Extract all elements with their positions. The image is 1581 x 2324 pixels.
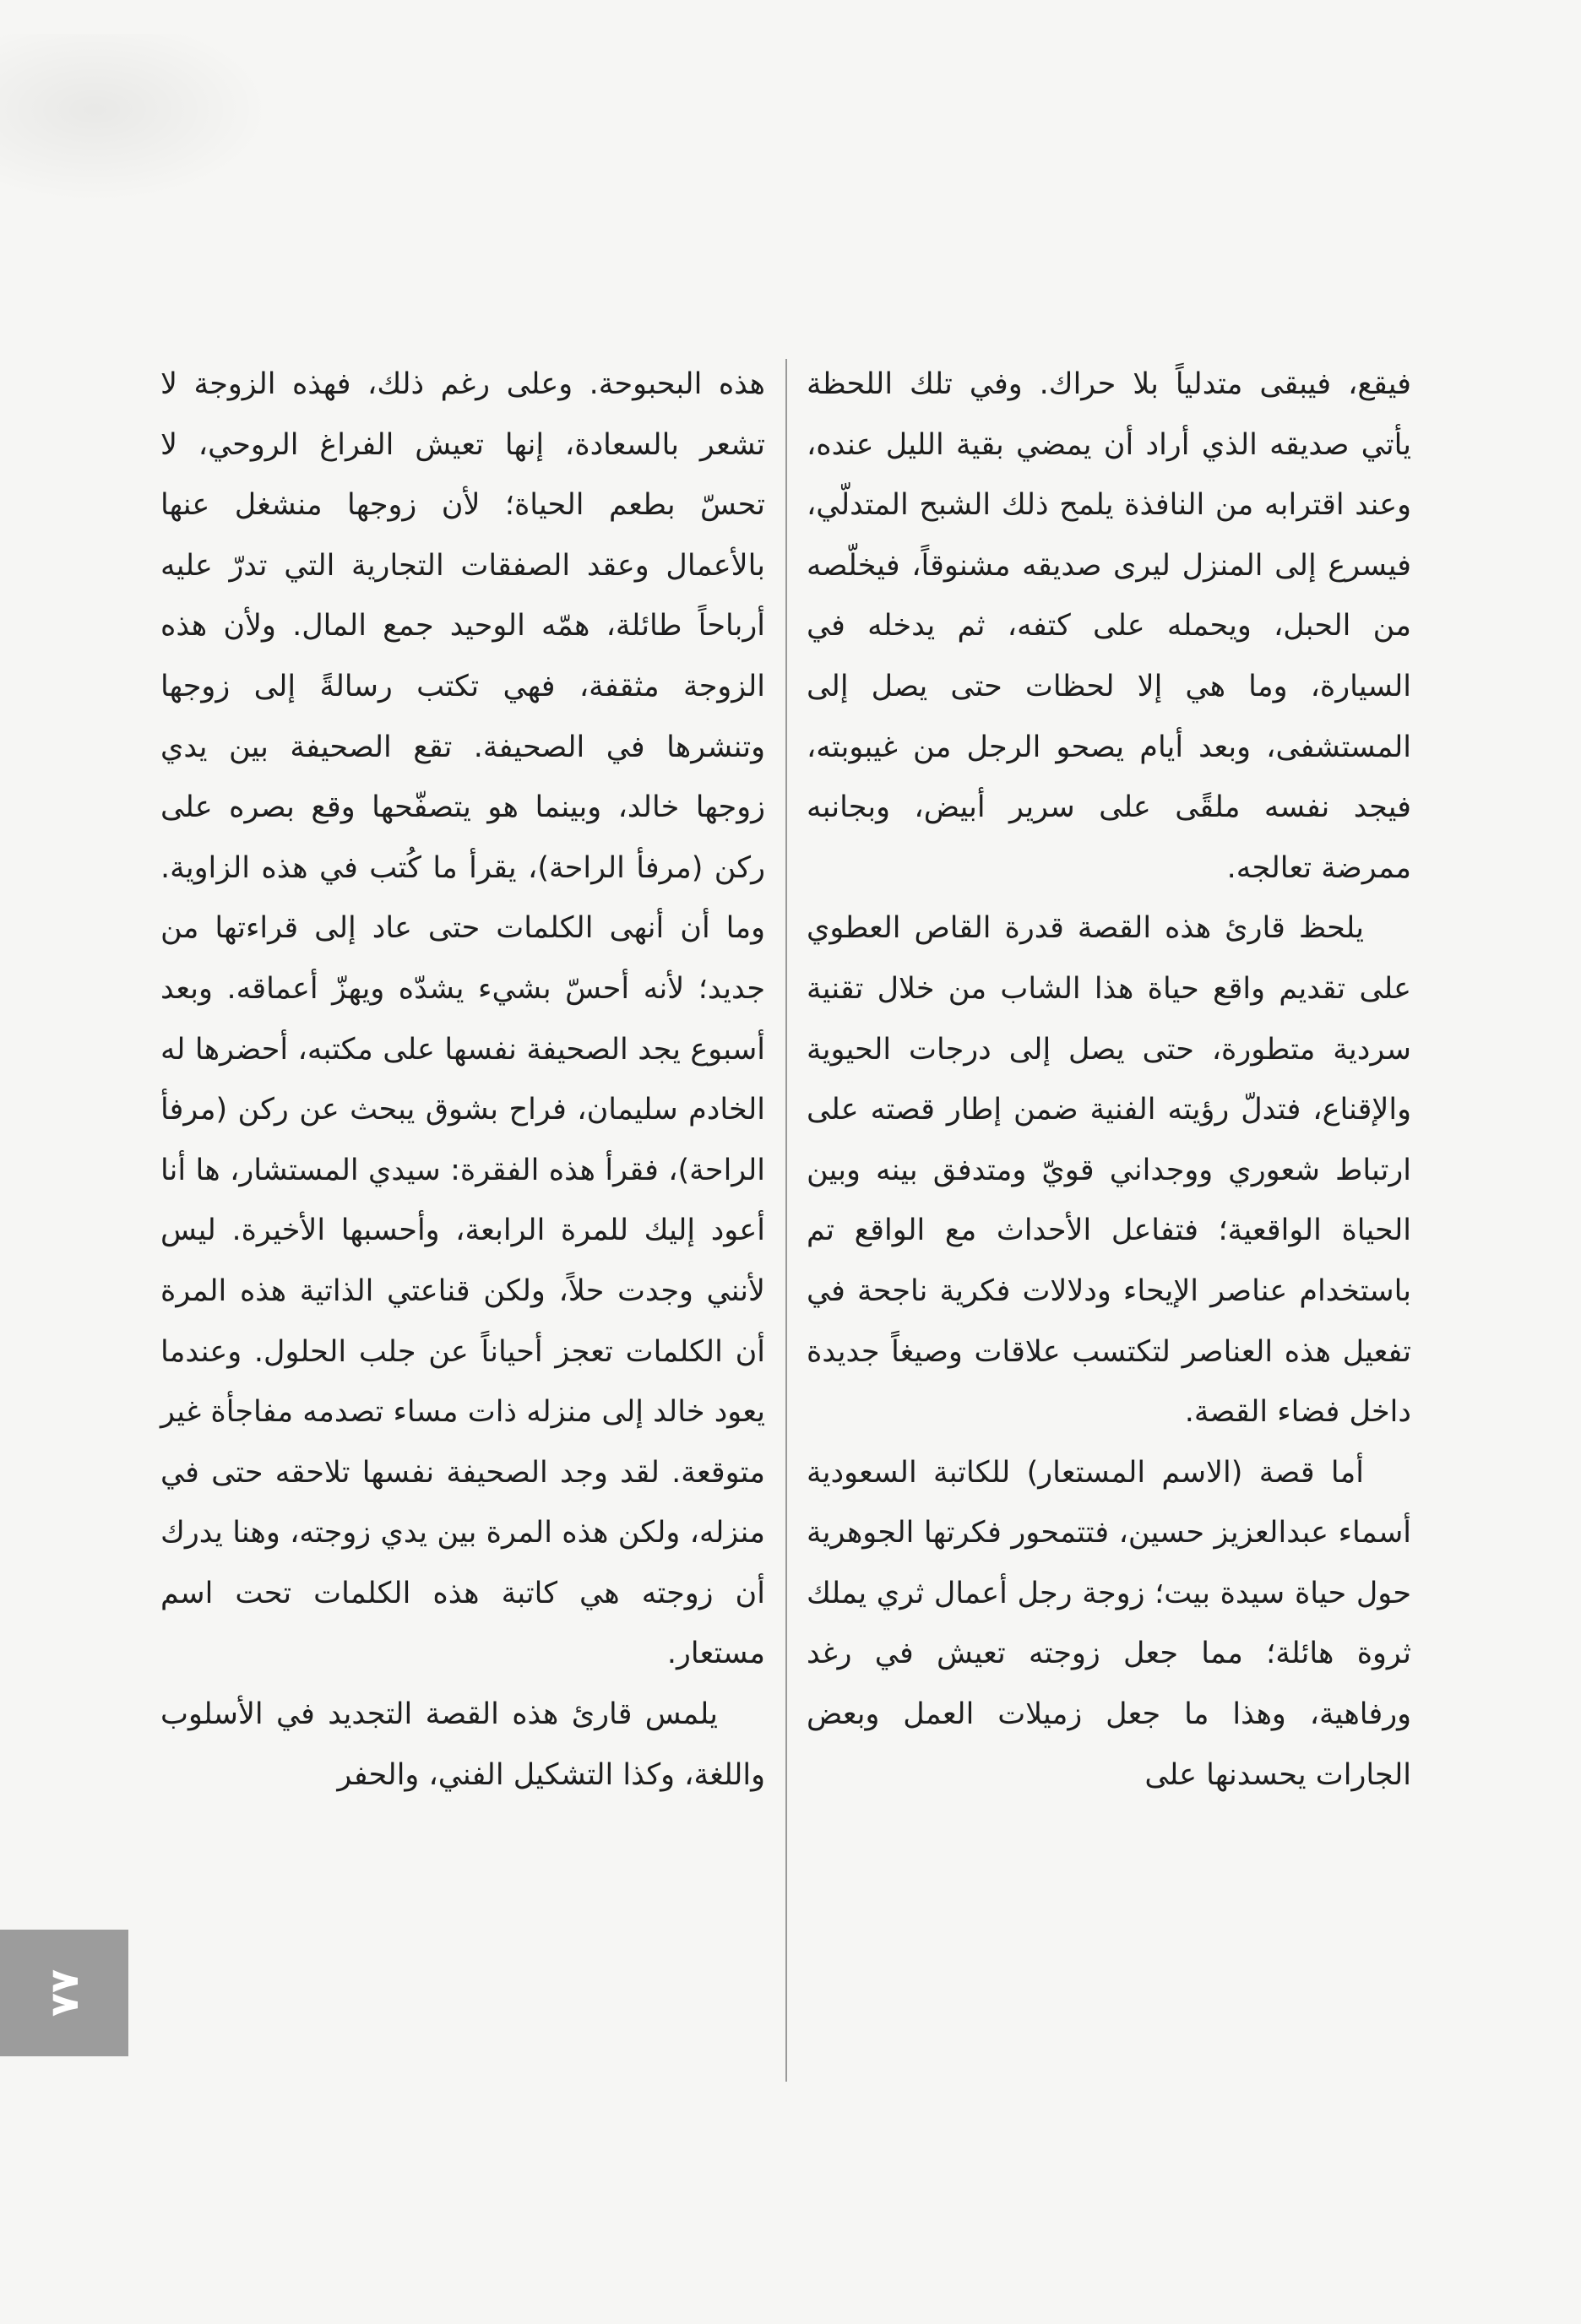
paragraph: يلحظ قارئ هذه القصة قدرة القاص العطوي على تقديم واقع حياة هذا الشاب من خلال تقنية سردية متطورة، حتى يصل إلى درجات الحيوية والإقناع، فتدلّ رؤيته الفنية ضمن إطار قصته على ارتباط شعوري ووجداني قويّ ومتدفق بينه وبين الحياة الواقعية؛ فتفاعل الأحداث مع الواقع تم باستخدام عناصر الإيحاء ودلالات فكرية ناجحة في تفعيل هذه العناصر لتكتسب علاقات وصيغاً جديدة داخل فضاء القصة.: [807, 911, 1411, 1430]
page-number: ٧٧: [41, 1968, 87, 2017]
paragraph: يلمس قارئ هذه القصة التجديد في الأسلوب واللغة، وكذا التشكيل الفني، والحفر: [160, 1697, 765, 1792]
page-number-tab: [0, 1930, 128, 2056]
paragraph: أما قصة (الاسم المستعار) للكاتبة السعودية أسماء عبدالعزيز حسين، فتتمحور فكرتها الجوهرية حول حياة سيدة بيت؛ زوجة رجل أعمال ثري يملك ثروة هائلة؛ مما جعل زوجته تعيش في رغد ورفاهية، وهذا ما جعل زميلات العمل وبعض الجارات يحسدنها على: [807, 1455, 1411, 1792]
left-column: [160, 355, 765, 1805]
page-smudge: [0, 34, 270, 203]
paragraph: فيقع، فيبقى متدلياً بلا حراك. وفي تلك اللحظة يأتي صديقه الذي أراد أن يمضي بقية الليل عنده، وعند اقترابه من النافذة يلمح ذلك الشبح المتدلّي، فيسرع إلى المنزل ليرى صديقه مشنوقاً، فيخلّصه من الحبل، ويحمله على كتفه، ثم يدخله في السيارة، وما هي إلا لحظات حتى يصل إلى المستشفى، وبعد أيام يصحو الرجل من غيبوبته، فيجد نفسه ملقًى على سرير أبيض، وبجانبه ممرضة تعالجه.: [807, 367, 1411, 885]
paragraph: هذه البحبوحة. وعلى رغم ذلك، فهذه الزوجة لا تشعر بالسعادة، إنها تعيش الفراغ الروحي، لا تحسّ بطعم الحياة؛ لأن زوجها منشغل عنها بالأعمال وعقد الصفقات التجارية التي تدرّ عليه أرباحاً طائلة، همّه الوحيد جمع المال. ولأن هذه الزوجة مثقفة، فهي تكتب رسالةً إلى زوجها وتنشرها في الصحيفة. تقع الصحيفة بين يدي زوجها خالد، وبينما هو يتصفّحها وقع بصره على ركن (مرفأ الراحة)، يقرأ ما كُتب في هذه الزاوية. وما أن أنهى الكلمات حتى عاد إلى قراءتها من جديد؛ لأنه أحسّ بشيء يشدّه ويهزّ أعماقه. وبعد أسبوع يجد الصحيفة نفسها على مكتبه، أحضرها له الخادم سليمان، فراح بشوق يبحث عن ركن (مرفأ الراحة)، فقرأ هذه الفقرة: سيدي المستشار، ها أنا أعود إليك للمرة الرابعة، وأحسبها الأخيرة. ليس لأنني وجدت حلاً، ولكن قناعتي الذاتية هذه المرة أن الكلمات تعجز أحياناً عن جلب الحلول. وعندما يعود خالد إلى منزله ذات مساء تصدمه مفاجأة غير متوقعة. لقد وجد الصحيفة نفسها تلاحقه حتى في منزله، ولكن هذه المرة بين يدي زوجته، وهنا يدرك أن زوجته هي كاتبة هذه الكلمات تحت اسم مستعار.: [160, 367, 765, 1671]
right-column: [807, 355, 1411, 1805]
column-divider: [785, 359, 787, 2082]
